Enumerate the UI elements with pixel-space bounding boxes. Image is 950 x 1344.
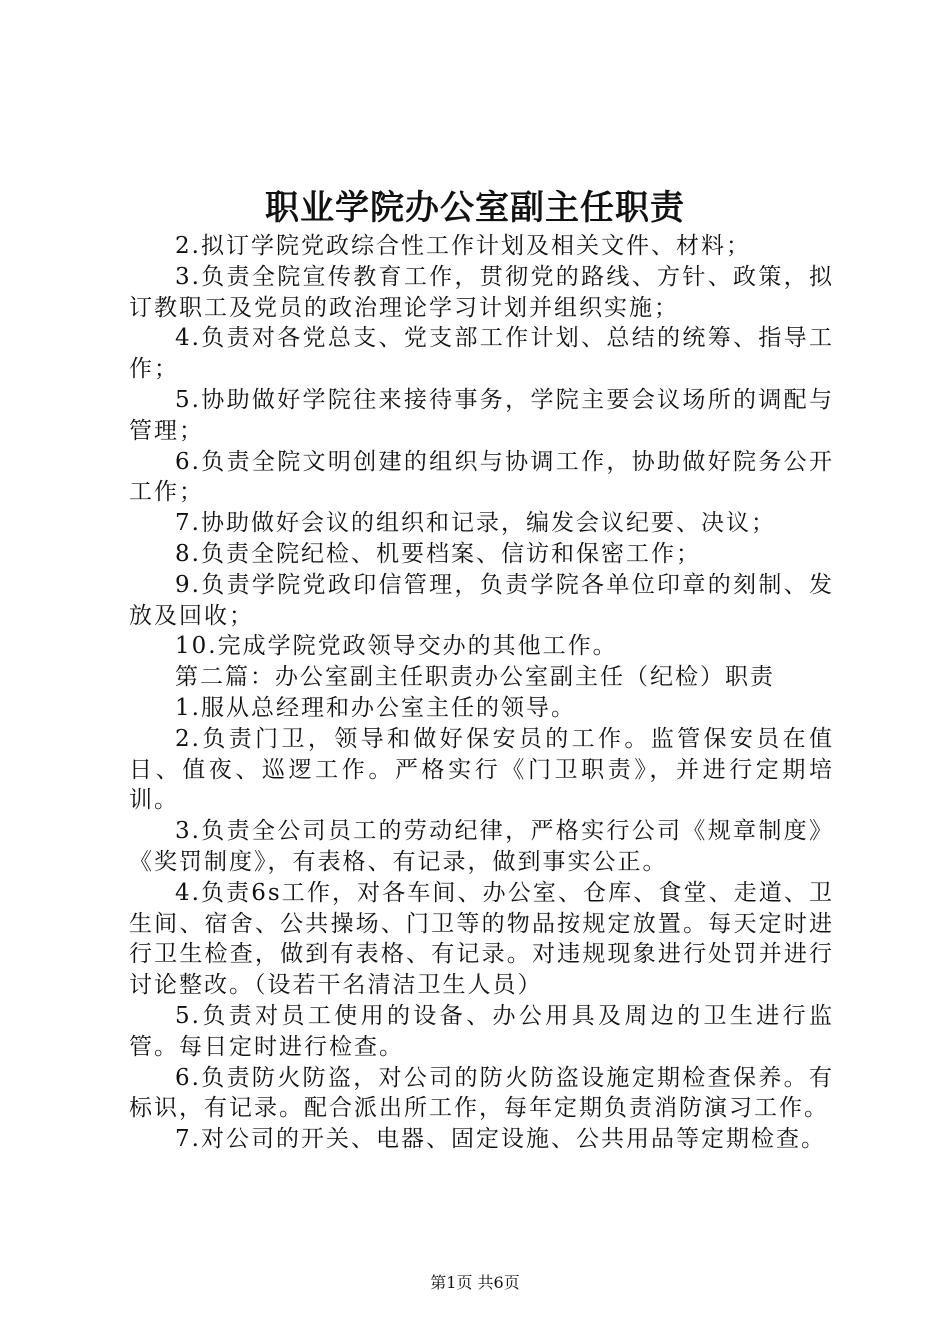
section-heading: 第二篇：办公室副主任职责办公室副主任（纪检）职责 <box>175 664 775 691</box>
paragraph: 6.负责防火防盗，对公司的防火防盗设施定期检查保养。有标识，有记录。配合派出所工作，每年定期负责消防演习工作。 <box>129 1064 834 1122</box>
paragraph: 8.负责全院纪检、机要档案、信访和保密工作； <box>175 540 701 567</box>
paragraph: 1.服从总经理和办公室主任的领导。 <box>175 694 576 721</box>
paragraph: 9.负责学院党政印信管理，负责学院各单位印章的刻制、发放及回收； <box>129 571 834 629</box>
paragraph: 2.拟订学院党政综合性工作计划及相关文件、材料； <box>175 233 751 259</box>
paragraph: 4.负责对各党总支、党支部工作计划、总结的统筹、指导工作； <box>129 325 834 383</box>
paragraph: 5.协助做好学院往来接待事务，学院主要会议场所的调配与管理； <box>129 386 834 444</box>
page-number-footer: 第1页 共6页 <box>430 1273 520 1292</box>
document-title: 职业学院办公室副主任职责 <box>265 188 685 228</box>
paragraph: 7.协助做好会议的组织和记录，编发会议纪要、决议； <box>175 510 776 537</box>
paragraph: 10.完成学院党政领导交办的其他工作。 <box>175 633 618 660</box>
paragraph: 5.负责对员工使用的设备、办公用具及周边的卫生进行监管。每日定时进行检查。 <box>129 1002 834 1060</box>
paragraph: 3.负责全院宣传教育工作，贯彻党的路线、方针、政策，拟订教职工及党员的政治理论学习计划并组织实施； <box>129 263 834 321</box>
paragraph: 6.负责全院文明创建的组织与协调工作，协助做好院务公开工作； <box>129 448 834 506</box>
paragraph: 7.对公司的开关、电器、固定设施、公共用品等定期检查。 <box>175 1126 826 1153</box>
paragraph: 2.负责门卫，领导和做好保安员的工作。监管保安员在值日、值夜、巡逻工作。严格实行《门卫职责》，并进行定期培训。 <box>129 725 834 814</box>
document-body <box>129 231 834 1155</box>
paragraph: 3.负责全公司员工的劳动纪律，严格实行公司《规章制度》《奖罚制度》，有表格、有记录，做到事实公正。 <box>129 818 834 875</box>
paragraph: 4.负责6s工作，对各车间、办公室、仓库、食堂、走道、卫生间、宿舍、公共操场、门卫等的物品按规定放置。每天定时进行卫生检查，做到有表格、有记录。对违规现象进行处罚并进行讨论整改。（设若干名清洁卫生人员） <box>129 879 834 999</box>
